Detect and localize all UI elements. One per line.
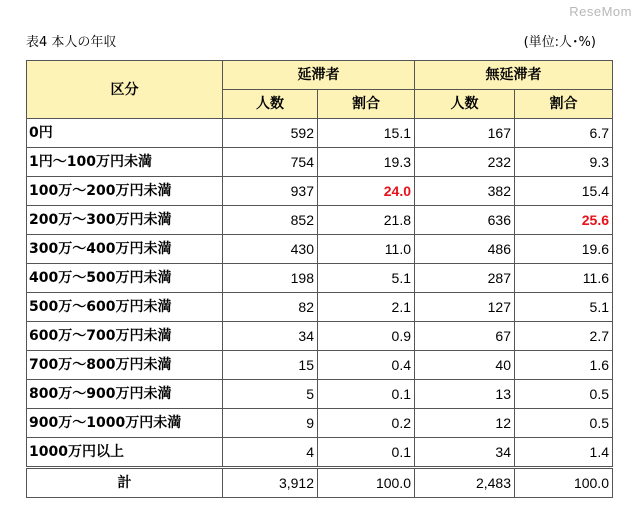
cell-count-delinquent: 5 <box>223 380 318 409</box>
cell-ratio-non-delinquent: 15.4 <box>515 177 613 206</box>
cell-count-non-delinquent: 40 <box>415 351 515 380</box>
cell-ratio-non-delinquent: 9.3 <box>515 148 613 177</box>
header-category: 区分 <box>27 61 223 119</box>
total-ratio-non-delinquent: 100.0 <box>515 468 613 498</box>
table-row <box>27 206 613 235</box>
cell-ratio-delinquent: 15.1 <box>318 119 415 148</box>
cell-ratio-non-delinquent: 1.6 <box>515 351 613 380</box>
table-row <box>27 380 613 409</box>
row-label: 1000万円以上 <box>27 438 223 468</box>
row-label: 700万～800万円未満 <box>27 351 223 380</box>
table-row <box>27 264 613 293</box>
watermark-logo: ReseMom <box>569 4 632 19</box>
cell-count-non-delinquent: 287 <box>415 264 515 293</box>
cell-ratio-delinquent: 0.1 <box>318 380 415 409</box>
row-label: 900万～1000万円未満 <box>27 409 223 438</box>
cell-count-delinquent: 754 <box>223 148 318 177</box>
cell-count-non-delinquent: 13 <box>415 380 515 409</box>
header-count-delinquent: 人数 <box>223 90 318 119</box>
cell-count-delinquent: 937 <box>223 177 318 206</box>
cell-ratio-non-delinquent-highlight: 25.6 <box>515 206 613 235</box>
cell-count-delinquent: 430 <box>223 235 318 264</box>
row-label: 1円～100万円未満 <box>27 148 223 177</box>
table-caption <box>26 35 610 51</box>
cell-count-delinquent: 82 <box>223 293 318 322</box>
cell-count-delinquent: 852 <box>223 206 318 235</box>
cell-count-non-delinquent: 12 <box>415 409 515 438</box>
table-title: 表4 本人の年収 <box>26 35 117 50</box>
header-ratio-delinquent: 割合 <box>318 90 415 119</box>
income-table <box>26 60 613 498</box>
cell-ratio-delinquent-highlight: 24.0 <box>318 177 415 206</box>
cell-count-delinquent: 15 <box>223 351 318 380</box>
table-row <box>27 409 613 438</box>
cell-ratio-delinquent: 21.8 <box>318 206 415 235</box>
cell-ratio-delinquent: 5.1 <box>318 264 415 293</box>
cell-ratio-delinquent: 0.1 <box>318 438 415 468</box>
cell-ratio-delinquent: 0.4 <box>318 351 415 380</box>
cell-ratio-non-delinquent: 5.1 <box>515 293 613 322</box>
header-row-groups <box>27 61 613 90</box>
cell-ratio-non-delinquent: 0.5 <box>515 409 613 438</box>
row-label: 600万～700万円未満 <box>27 322 223 351</box>
cell-count-non-delinquent: 636 <box>415 206 515 235</box>
row-label: 500万～600万円未満 <box>27 293 223 322</box>
table-row <box>27 351 613 380</box>
row-label: 200万～300万円未満 <box>27 206 223 235</box>
cell-ratio-non-delinquent: 0.5 <box>515 380 613 409</box>
table-row <box>27 177 613 206</box>
cell-count-non-delinquent: 382 <box>415 177 515 206</box>
total-label: 計 <box>27 468 223 498</box>
cell-ratio-non-delinquent: 11.6 <box>515 264 613 293</box>
row-label: 300万～400万円未満 <box>27 235 223 264</box>
header-count-non-delinquent: 人数 <box>415 90 515 119</box>
cell-count-delinquent: 198 <box>223 264 318 293</box>
header-delinquent: 延滞者 <box>223 61 415 90</box>
cell-count-non-delinquent: 486 <box>415 235 515 264</box>
cell-ratio-delinquent: 2.1 <box>318 293 415 322</box>
cell-count-delinquent: 9 <box>223 409 318 438</box>
row-label: 400万～500万円未満 <box>27 264 223 293</box>
cell-count-non-delinquent: 232 <box>415 148 515 177</box>
cell-count-delinquent: 34 <box>223 322 318 351</box>
header-ratio-non-delinquent: 割合 <box>515 90 613 119</box>
row-label: 800万～900万円未満 <box>27 380 223 409</box>
cell-ratio-non-delinquent: 6.7 <box>515 119 613 148</box>
cell-ratio-delinquent: 0.9 <box>318 322 415 351</box>
total-row <box>27 468 613 498</box>
total-ratio-delinquent: 100.0 <box>318 468 415 498</box>
cell-count-non-delinquent: 127 <box>415 293 515 322</box>
cell-count-delinquent: 4 <box>223 438 318 468</box>
table-row <box>27 148 613 177</box>
table-row <box>27 322 613 351</box>
total-count-delinquent: 3,912 <box>223 468 318 498</box>
cell-ratio-non-delinquent: 19.6 <box>515 235 613 264</box>
row-label: 0円 <box>27 119 223 148</box>
cell-count-non-delinquent: 167 <box>415 119 515 148</box>
row-label: 100万～200万円未満 <box>27 177 223 206</box>
cell-ratio-delinquent: 19.3 <box>318 148 415 177</box>
cell-ratio-non-delinquent: 1.4 <box>515 438 613 468</box>
cell-count-non-delinquent: 34 <box>415 438 515 468</box>
table-row <box>27 293 613 322</box>
total-count-non-delinquent: 2,483 <box>415 468 515 498</box>
table-row <box>27 235 613 264</box>
cell-ratio-non-delinquent: 2.7 <box>515 322 613 351</box>
table-row <box>27 438 613 468</box>
cell-count-delinquent: 592 <box>223 119 318 148</box>
unit-note: (単位:人･%) <box>523 35 596 50</box>
table-row <box>27 119 613 148</box>
cell-ratio-delinquent: 11.0 <box>318 235 415 264</box>
cell-ratio-delinquent: 0.2 <box>318 409 415 438</box>
header-non-delinquent: 無延滞者 <box>415 61 613 90</box>
cell-count-non-delinquent: 67 <box>415 322 515 351</box>
